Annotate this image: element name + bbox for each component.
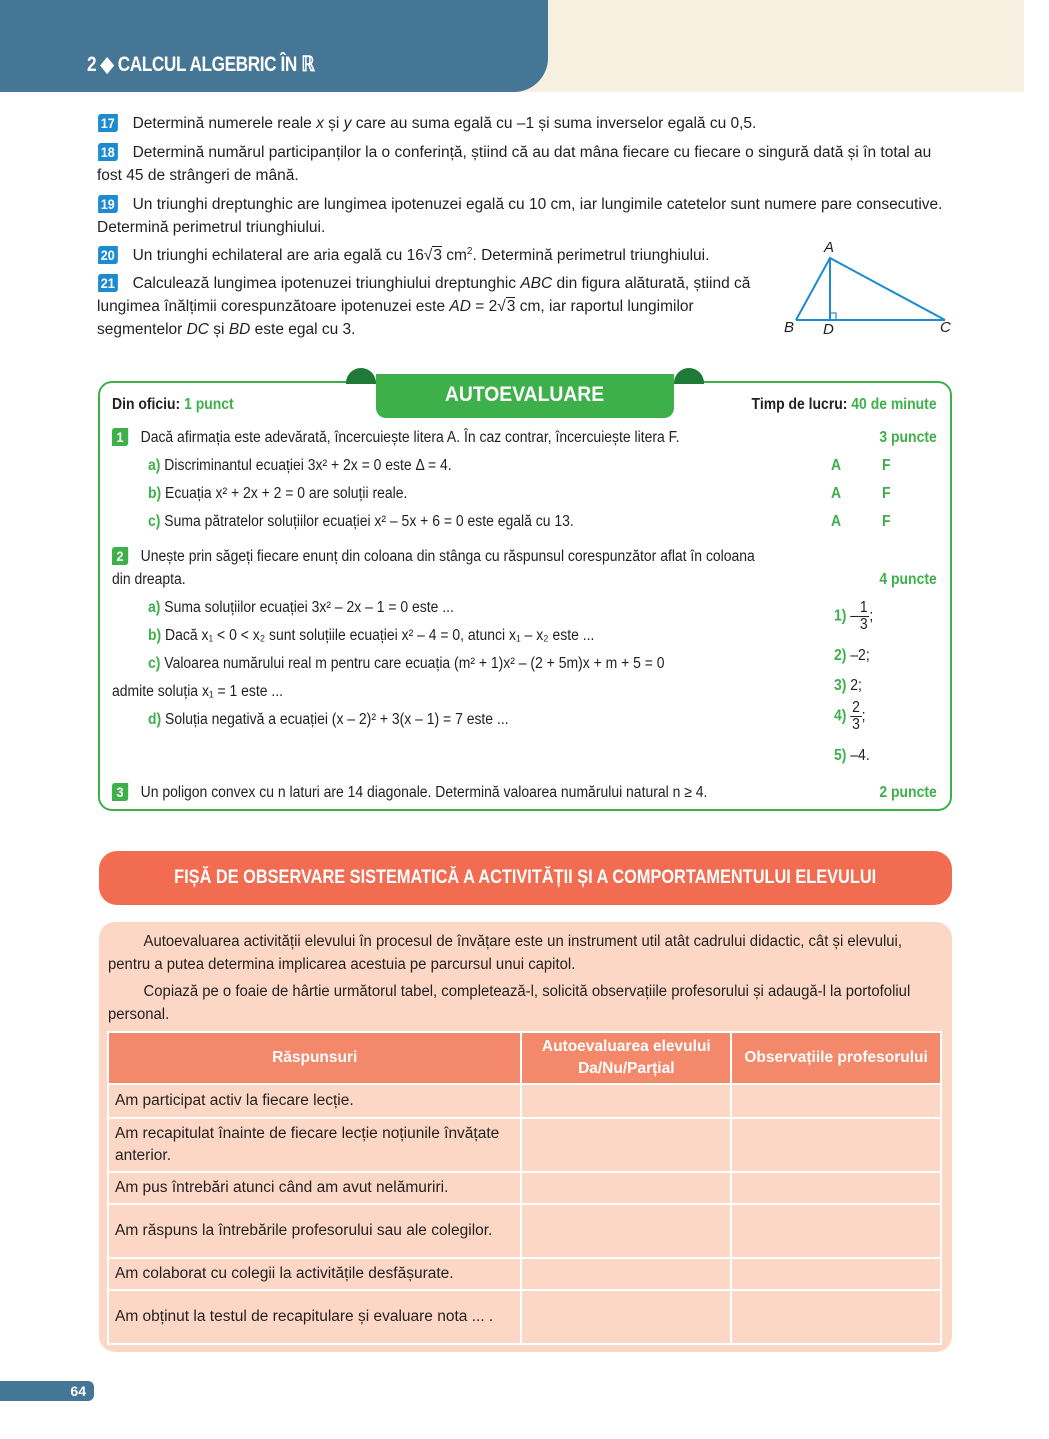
exponent: 2 (466, 245, 473, 257)
answer-label: 5) (834, 747, 847, 764)
question-points: 3 puncte (879, 429, 937, 446)
item-text: Suma soluțiilor ecuației 3x² – 2x – 1 = 0 este ... (164, 599, 454, 616)
exercise-number: 20 (98, 246, 117, 264)
triangle-outline (796, 258, 945, 320)
answer-label: 4) (834, 707, 847, 725)
var: x (316, 115, 324, 132)
option-f[interactable]: F (882, 485, 891, 502)
table-header-row (108, 1032, 941, 1084)
text: . Determină perimetrul triunghiului. (472, 247, 710, 264)
q2-item-c (148, 653, 665, 675)
item-text: Soluția negativă a ecuației (x – 2)² + 3(x – 1) = 7 este ... (165, 711, 509, 728)
answer-text: 2; (850, 677, 862, 694)
timp-de-lucru (752, 394, 937, 416)
text: Determină numerele reale (132, 115, 317, 132)
question-3 (112, 782, 707, 804)
text: cm, iar raportul lungimilor segmentelor (97, 298, 694, 338)
observatii-cell[interactable] (731, 1118, 941, 1172)
value: 40 de minute (851, 396, 937, 413)
item-letter: b) (148, 485, 162, 502)
answer-2 (834, 645, 870, 667)
chapter-header-tab (0, 0, 548, 92)
answer-sign: – (850, 607, 859, 625)
var: AD (449, 298, 471, 315)
option-a[interactable]: A (831, 513, 842, 530)
item-letter: b) (148, 627, 162, 644)
autoevaluare-cell[interactable] (521, 1258, 731, 1290)
header-raspunsuri: Răspunsuri (108, 1032, 521, 1084)
label-d: D (823, 321, 834, 338)
option-f[interactable]: F (882, 513, 891, 530)
answer-text: –2; (850, 647, 870, 664)
answer-label: 3) (834, 677, 847, 694)
exercise-17 (97, 112, 953, 135)
item-letter: a) (148, 599, 161, 616)
answer-5 (834, 745, 870, 767)
autoevaluare-ribbon (376, 374, 674, 418)
numerator: 1 (859, 599, 868, 616)
page-number: 64 (0, 1381, 94, 1401)
var: DC (186, 321, 209, 338)
observatii-cell[interactable] (731, 1204, 941, 1258)
fisa-title: FIȘĂ DE OBSERVARE SISTEMATICĂ A ACTIVITĂȚII ȘI A COMPORTAMENTULUI ELEVULUI (174, 867, 877, 888)
numerator: 2 (852, 699, 860, 716)
ribbon-curl-left (346, 368, 376, 384)
question-points: 2 puncte (879, 784, 937, 801)
exercise-number: 17 (98, 114, 117, 132)
observatii-cell[interactable] (731, 1172, 941, 1204)
row-text: Am pus întrebări atunci când am avut nelămuriri. (108, 1172, 521, 1204)
observatii-cell[interactable] (731, 1290, 941, 1344)
header-observatii: Observațiile profesorului (731, 1032, 941, 1084)
label-b: B (784, 319, 795, 336)
row-text: Am răspuns la întrebările profesorului sau ale colegilor. (108, 1204, 521, 1258)
question-1 (112, 427, 680, 449)
fisa-paragraph-1: Autoevaluarea activității elevului în procesul de învățare este un instrument util atât cadrului didactic, cât și elevului, pentru a putea determina implicarea acestuia pe parcursul unui capitol. (108, 933, 902, 973)
label: Timp de lucru: (751, 396, 848, 413)
item-text: Dacă x₁ < 0 < x₂ sunt soluțiile ecuației x² – 4 = 0, atunci x₁ – x₂ este ... (165, 627, 595, 644)
table-row (108, 1258, 941, 1290)
text: și (323, 115, 344, 132)
q2-item-a (148, 597, 454, 619)
answer-1 (834, 600, 873, 633)
option-f[interactable]: F (882, 457, 891, 474)
autoevaluare-cell[interactable] (521, 1118, 731, 1172)
item-letter: a) (148, 457, 161, 474)
question-text: Dacă afirmația este adevărată, încercuiește litera A. În caz contrar, încercuiește litera F. (140, 429, 680, 446)
chapter-title: 2 ◆ CALCUL ALGEBRIC ÎN ℝ (87, 53, 315, 76)
question-number: 2 (112, 547, 128, 565)
observatii-cell[interactable] (731, 1258, 941, 1290)
item-letter: c) (148, 655, 161, 672)
var: ABC (520, 275, 553, 292)
q2-item-c-cont: admite soluția x₁ = 1 este ... (112, 683, 284, 700)
item-text: Valoarea numărului real m pentru care ecuația (m² + 1)x² – (2 + 5m)x + m + 5 = 0 (164, 655, 665, 672)
row-text: Am participat activ la fiecare lecție. (108, 1084, 521, 1118)
text: Calculează lungimea ipotenuzei triunghiului dreptunghic (132, 275, 521, 292)
table-row (108, 1084, 941, 1118)
table-row (108, 1172, 941, 1204)
autoevaluare-cell[interactable] (521, 1084, 731, 1118)
observation-table (107, 1031, 942, 1345)
exercise-20: 20 Un triunghi echilateral are aria egală cu 16√3 $cm^2$. Determină perimetrul triunghiului. (97, 244, 817, 267)
exercise-text: Un triunghi dreptunghic are lungimea ipotenuzei egală cu 10 cm, iar lungimile catetelor sunt numere pare consecutive. Determină perimetrul triunghiului. (97, 196, 943, 236)
question-number: 1 (112, 428, 128, 446)
item-text: Suma pătratelor soluțiilor ecuației x² – 5x + 6 = 0 este egală cu 13. (164, 513, 574, 530)
radicand: 3 (506, 298, 516, 315)
answer-end: ; (869, 607, 874, 625)
row-text: Am colaborat cu colegii la activitățile desfășurate. (108, 1258, 521, 1290)
answer-4 (834, 700, 866, 733)
label-a: A (824, 239, 835, 256)
option-a[interactable]: A (831, 457, 842, 474)
table-row (108, 1118, 941, 1172)
answer-end: ; (861, 707, 866, 725)
q2-item-b (148, 625, 594, 647)
value: 1 punct (184, 396, 234, 413)
fisa-title-bar (99, 851, 952, 905)
autoevaluare-cell[interactable] (521, 1290, 731, 1344)
answer-label: 1) (834, 607, 847, 625)
var: BD (228, 321, 251, 338)
fisa-paragraph-2: Copiază pe o foaie de hârtie următorul tabel, completează-l, solicită observațiile profesorului și adaugă-l la portofoliul personal. (108, 983, 911, 1023)
din-oficiu (112, 394, 234, 416)
row-text: Am obținut la testul de recapitulare și evaluare nota ... . (108, 1290, 521, 1344)
autoevaluare-title: AUTOEVALUARE (445, 383, 605, 406)
q1-item-a (148, 455, 452, 477)
autoevaluare-cell[interactable] (521, 1172, 731, 1204)
text: care au suma egală cu –1 și suma inverselor egală cu 0,5. (351, 115, 757, 132)
question-text-cont: din dreapta. (112, 571, 186, 588)
exercise-21: 21 Calculează lungimea ipotenuzei triunghiului dreptunghic ABC din figura alăturată, știind că lungimea înălțimii corespunzătoare ipotenuzei este AD = 2√3 cm, iar raportul lungimilor segmentelor DC și BD este egal cu 3. (97, 275, 751, 338)
text: este egal cu 3. (250, 321, 356, 338)
triangle-figure (780, 238, 955, 338)
q1-item-c (148, 511, 574, 533)
exercise-18 (97, 141, 953, 187)
exercise-number: 21 (98, 274, 117, 292)
question-text: Un poligon convex cu n laturi are 14 diagonale. Determină valoarea numărului natural n ≥ 4. (140, 784, 708, 801)
question-points: 4 puncte (879, 571, 937, 588)
item-text: Ecuația x² + 2x + 2 = 0 are soluții reale. (165, 485, 408, 502)
exercise-number: 18 (98, 143, 117, 161)
header-autoevaluare: Autoevaluarea elevului Da/Nu/Parțial (521, 1032, 731, 1084)
denominator: 3 (859, 616, 868, 633)
table-row (108, 1204, 941, 1258)
answer-text: –4. (850, 747, 870, 764)
text: Un triunghi echilateral are aria egală cu 16 (132, 247, 424, 264)
text: cm (441, 247, 467, 264)
table-row (108, 1290, 941, 1344)
question-2 (112, 546, 755, 568)
answer-label: 2) (834, 647, 847, 664)
observatii-cell[interactable] (731, 1084, 941, 1118)
fraction (850, 700, 861, 733)
text: și (209, 321, 229, 338)
question-number: 3 (112, 783, 128, 801)
exercise-text: Determină numărul participanților la o conferință, știind că au dat mâna fiecare cu fiecare o singură dată și în total au fost 45 de strângeri de mână. (97, 144, 932, 184)
denominator: 3 (852, 716, 860, 733)
fraction (858, 600, 869, 633)
exercise-19 (97, 193, 953, 239)
radicand: 3 (433, 247, 442, 264)
answer-3 (834, 675, 862, 697)
row-text: Am recapitulat înainte de fiecare lecție noțiunile învățate anterior. (108, 1118, 521, 1172)
q1-item-b (148, 483, 407, 505)
label: Din oficiu: (112, 396, 181, 413)
item-letter: c) (148, 513, 161, 530)
exercise-number: 19 (98, 195, 117, 213)
question-text: Unește prin săgeți fiecare enunț din coloana din stânga cu răspunsul corespunzător aflat în coloana (140, 548, 755, 565)
ribbon-curl-right (674, 368, 704, 384)
autoevaluare-cell[interactable] (521, 1204, 731, 1258)
text: = 2 (470, 298, 498, 315)
item-letter: d) (148, 711, 162, 728)
var: y (343, 115, 352, 132)
text: din figura alăturată, știind că lungimea înălțimii corespunzătoare ipotenuzei este (97, 275, 751, 315)
item-text: Discriminantul ecuației 3x² + 2x = 0 este Δ = 4. (164, 457, 452, 474)
label-c: C (940, 319, 951, 336)
option-a[interactable]: A (831, 485, 842, 502)
q2-item-d (148, 709, 509, 731)
